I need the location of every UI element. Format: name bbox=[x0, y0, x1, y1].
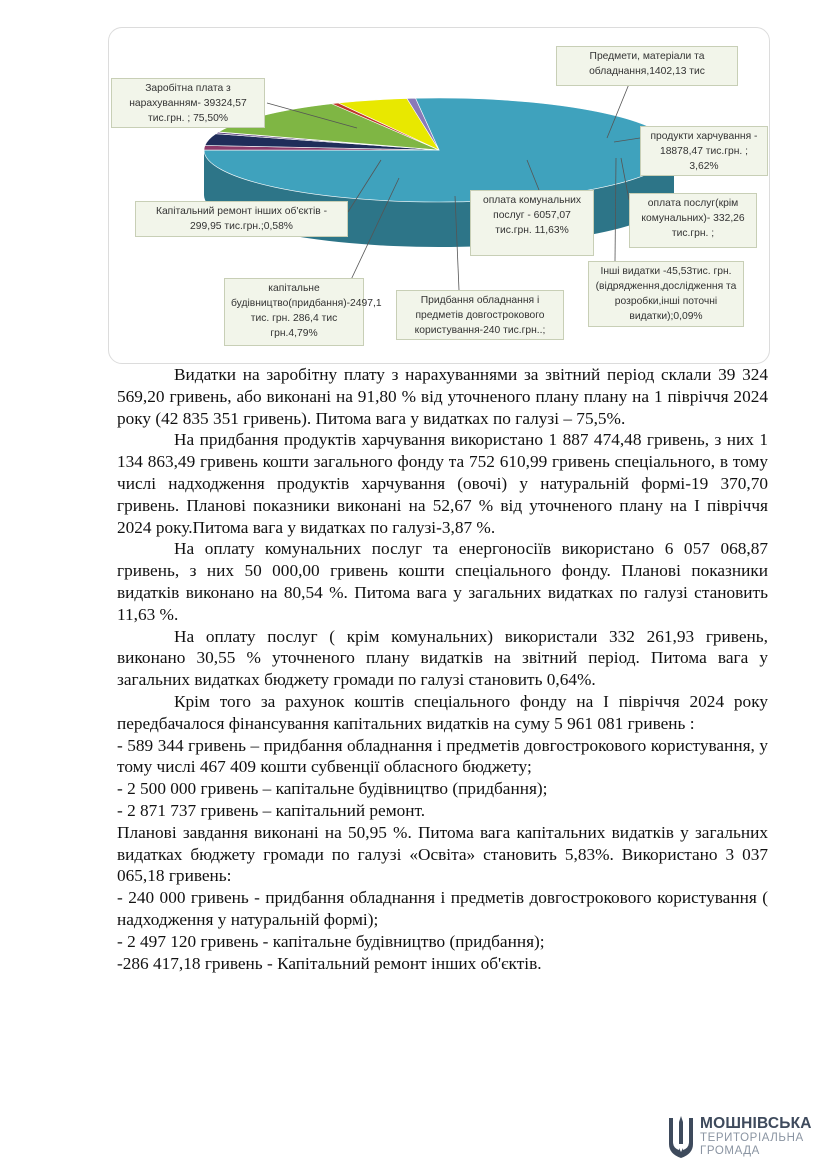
label-salary: Заробітна плата з нарахуванням- 39324,57 тис.грн. ; 75,50% bbox=[111, 78, 265, 128]
label-repair: Капітальний ремонт інших об'єктів - 299,95 тис.грн.;0,58% bbox=[135, 201, 348, 237]
document-body bbox=[117, 364, 768, 974]
trident-icon bbox=[666, 1114, 696, 1160]
paragraph-capital-execution: Планові завдання виконані на 50,95 %. Питома вага капітальних видатків у загальних видатках бюджету громади по галузі «Освіта» становить 5,83%. Використано 3 037 065,18 гривень: bbox=[117, 822, 768, 886]
paragraph-capital-plan: Крім того за рахунок коштів спеціального фонду на І півріччя 2024 року передбачалося фінансування капітальних видатків на суму 5 961 081 гривень : bbox=[117, 691, 768, 733]
paragraph-food: На придбання продуктів харчування використано 1 887 474,48 гривень, з них 1 134 863,49 гривень кошти загального фонду та 752 610,99 гривень спеціального, в тому числі надходження продуктів харчування (овочі) у натуральній формі-19 370,70 гривень. Планові показники виконані на 52,67 % від уточненого плану на І півріччя 2024 року.Питома вага у видатках по галузі-3,87 %. bbox=[117, 430, 768, 537]
paragraph-salary: Видатки на заробітну плату з нарахуваннями за звітний період склали 39 324 569,20 гривень, або виконані на 91,80 % від уточненого плану плану на 1 півріччя 2024 року (42 835 351 гривень). Питома вага у видатках по галузі – 75,5%. bbox=[117, 365, 768, 428]
chart-frame bbox=[108, 27, 770, 364]
paragraph-services: На оплату послуг ( крім комунальних) використали 332 261,93 гривень, виконано 30,55 % уточненого плану видатків на звітний період. Питома вага у загальних видатках бюджету громади по галузі становить 0,64%. bbox=[117, 626, 768, 690]
list-item-repair-used: -286 417,18 гривень - Капітальний ремонт інших об'єктів. bbox=[117, 953, 542, 973]
label-services: оплата послуг(крім комунальних)- 332,26 тис.грн. ; bbox=[629, 193, 757, 248]
list-item-construction-plan: - 2 500 000 гривень – капітальне будівництво (придбання); bbox=[117, 779, 548, 799]
label-food: продукти харчування - 18878,47 тис.грн. ; 3,62% bbox=[640, 126, 768, 176]
label-other: Інші видатки -45,53тис. грн. (відрядження,дослідження та розробки,інші поточні видатки);0,09% bbox=[588, 261, 744, 327]
paragraph-utilities: На оплату комунальних послуг та енергоносіїв використано 6 057 068,87 гривень, з них 50 000,00 гривень кошти спеціального фонду. Планові показники видатків виконано на 80,54 %. Питома вага у загальних видатках по галузі становить 11,63 %. bbox=[117, 539, 768, 624]
list-item-construction-used: - 2 497 120 гривень - капітальне будівництво (придбання); bbox=[117, 931, 545, 951]
logo-title: МОШНІВСЬКА bbox=[700, 1115, 812, 1132]
list-item-repair-plan: - 2 871 737 гривень – капітальний ремонт. bbox=[117, 800, 426, 820]
logo-subtitle-line1: ТЕРИТОРІАЛЬНА bbox=[700, 1132, 804, 1144]
label-equipment: Придбання обладнання і предметів довгострокового користування-240 тис.грн..; bbox=[396, 290, 564, 340]
label-utilities: оплата комунальних послуг - 6057,07 тис.грн. 11,63% bbox=[470, 190, 594, 256]
logo-subtitle bbox=[700, 1132, 804, 1157]
label-construction: капітальне будівництво(придбання)-2497,1 тис. грн. 286,4 тис грн.4,79% bbox=[224, 278, 364, 346]
logo-subtitle-line2: ГРОМАДА bbox=[700, 1144, 760, 1157]
list-item-equipment-used: - 240 000 гривень - придбання обладнання і предметів довгострокового користування ( надходження у натуральній формі); bbox=[117, 888, 768, 929]
list-item-equipment-plan: - 589 344 гривень – придбання обладнання і предметів довгострокового користування, у тому числі 467 409 кошти субвенції обласного бюджету; bbox=[117, 735, 768, 777]
community-logo bbox=[666, 1113, 816, 1161]
label-materials: Предмети, матеріали та обладнання,1402,13 тис bbox=[556, 46, 738, 86]
